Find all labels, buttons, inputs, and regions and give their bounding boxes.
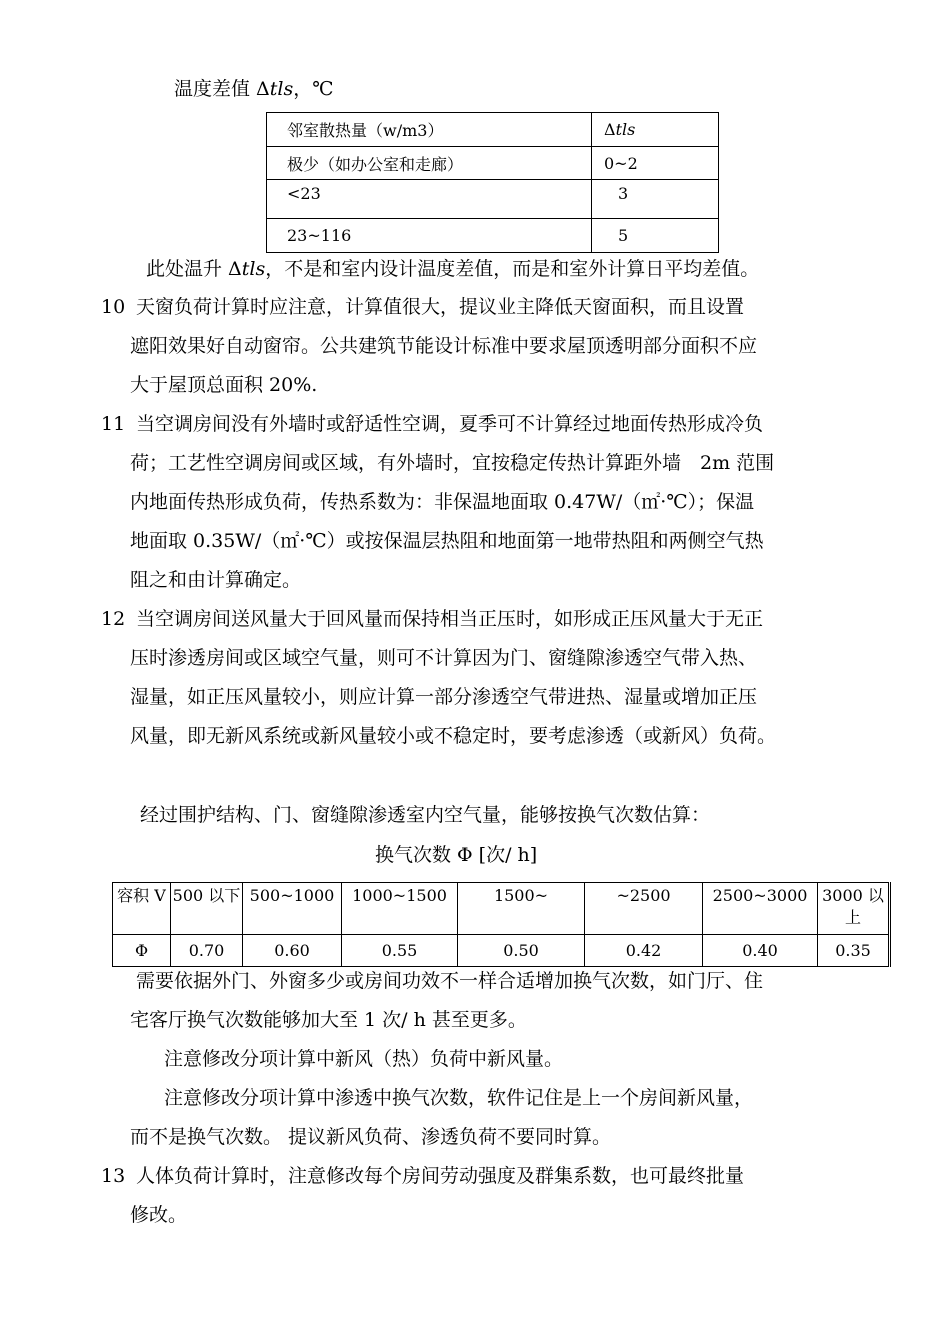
- air-change-table: [112, 882, 891, 967]
- table-header-cell: 2500~3000: [703, 883, 818, 935]
- table2-title: 换气次数 Φ [次/ h]: [375, 844, 538, 866]
- table-cell: 0.50: [458, 935, 585, 967]
- estimate-paragraph: 经过围护结构、门、窗缝隙渗透室内空气量，能够按换气次数估算：: [140, 804, 711, 826]
- increase-paragraph-line: 需要依据外门、外窗多少或房间功效不一样合适增加换气次数，如门厅、住: [136, 970, 764, 992]
- item12-line: 压时渗透房间或区域空气量，则可不计算因为门、窗缝隙渗透空气带入热、: [130, 647, 758, 669]
- item11-line: 荷；工艺性空调房间或区域，有外墙时，宜按稳定传热计算距外墙 2m 范围: [130, 452, 775, 474]
- table-cell: 0.70: [171, 935, 243, 967]
- table-header-cell: 容积 V: [113, 883, 171, 935]
- increase-paragraph-line: 宅客厅换气次数能够加大至 1 次/ h 甚至更多。: [130, 1009, 527, 1031]
- item-number: 10: [101, 296, 126, 318]
- item11-line: 内地面传热形成负荷，传热系数为：非保温地面取 0.47W/（㎡·℃）；保温: [130, 491, 755, 513]
- table-row: [113, 935, 890, 967]
- table-cell: 3: [592, 180, 719, 219]
- item11-line: 地面取 0.35W/（㎡·℃）或按保温层热阻和地面第一地带热阻和两侧空气热: [130, 530, 764, 552]
- table-cell: Φ: [113, 935, 171, 967]
- item11-line: 当空调房间没有外墙时或舒适性空调，夏季可不计算经过地面传热形成冷负: [136, 413, 764, 435]
- table-header-heat: 邻室散热量（w/m3）: [267, 113, 592, 147]
- item12-line: 风量，即无新风系统或新风量较小或不稳定时，要考虑渗透（或新风）负荷。: [130, 725, 777, 747]
- adjacent-room-heat-table: [266, 112, 719, 253]
- item10-line: 大于屋顶总面积 20%.: [130, 374, 318, 396]
- table-cell: <23: [267, 180, 592, 219]
- item-number: 11: [101, 413, 126, 435]
- item-number: 13: [101, 1165, 126, 1187]
- table-row: [267, 113, 719, 147]
- note-fresh-air: 注意修改分项计算中新风（热）负荷中新风量。: [164, 1048, 564, 1070]
- table-cell: 0.35: [818, 935, 890, 967]
- table-row: [113, 883, 890, 935]
- note-temperature-rise: 此处温升 Δtls，不是和室内设计温度差值，而是和室外计算日平均差值。: [146, 258, 760, 280]
- table-header-cell: 1500~: [458, 883, 585, 935]
- item12-line: 湿量，如正压风量较小，则应计算一部分渗透空气带进热、湿量或增加正压: [130, 686, 758, 708]
- table-cell: 0~2: [592, 147, 719, 180]
- table-cell: 5: [592, 219, 719, 253]
- item10-line: 遮阳效果好自动窗帘。公共建筑节能设计标准中要求屋顶透明部分面积不应: [130, 335, 758, 357]
- table-header-cell: 500 以下: [171, 883, 243, 935]
- intro-line: 温度差值 Δtls，℃: [174, 78, 334, 100]
- table-cell: 23~116: [267, 219, 592, 253]
- note-infiltration-line: 而不是换气次数。 提议新风负荷、渗透负荷不要同时算。: [130, 1126, 612, 1148]
- note-infiltration-line: 注意修改分项计算中渗透中换气次数，软件记住是上一个房间新风量，: [164, 1087, 754, 1109]
- table-row: [267, 147, 719, 180]
- table-cell: 0.55: [342, 935, 458, 967]
- item-number: 12: [101, 608, 126, 630]
- item10-line: 天窗负荷计算时应注意，计算值很大，提议业主降低天窗面积，而且设置: [136, 296, 745, 318]
- table-header-cell: ~2500: [585, 883, 703, 935]
- table-row: [267, 180, 719, 219]
- table-cell: 0.42: [585, 935, 703, 967]
- table-cell: 极少（如办公室和走廊）: [267, 147, 592, 180]
- item11-line: 阻之和由计算确定。: [130, 569, 302, 591]
- table-header-cell: 3000 以上: [818, 883, 890, 935]
- table-header-cell: 1000~1500: [342, 883, 458, 935]
- table-row: [267, 219, 719, 253]
- item13-line: 修改。: [130, 1204, 188, 1226]
- item12-line: 当空调房间送风量大于回风量而保持相当正压时，如形成正压风量大于无正: [136, 608, 764, 630]
- table-cell: 0.60: [243, 935, 342, 967]
- table-cell: 0.40: [703, 935, 818, 967]
- table-header-dtls: Δtls: [592, 113, 719, 147]
- table-header-cell: 500~1000: [243, 883, 342, 935]
- item13-line: 人体负荷计算时，注意修改每个房间劳动强度及群集系数，也可最终批量: [136, 1165, 745, 1187]
